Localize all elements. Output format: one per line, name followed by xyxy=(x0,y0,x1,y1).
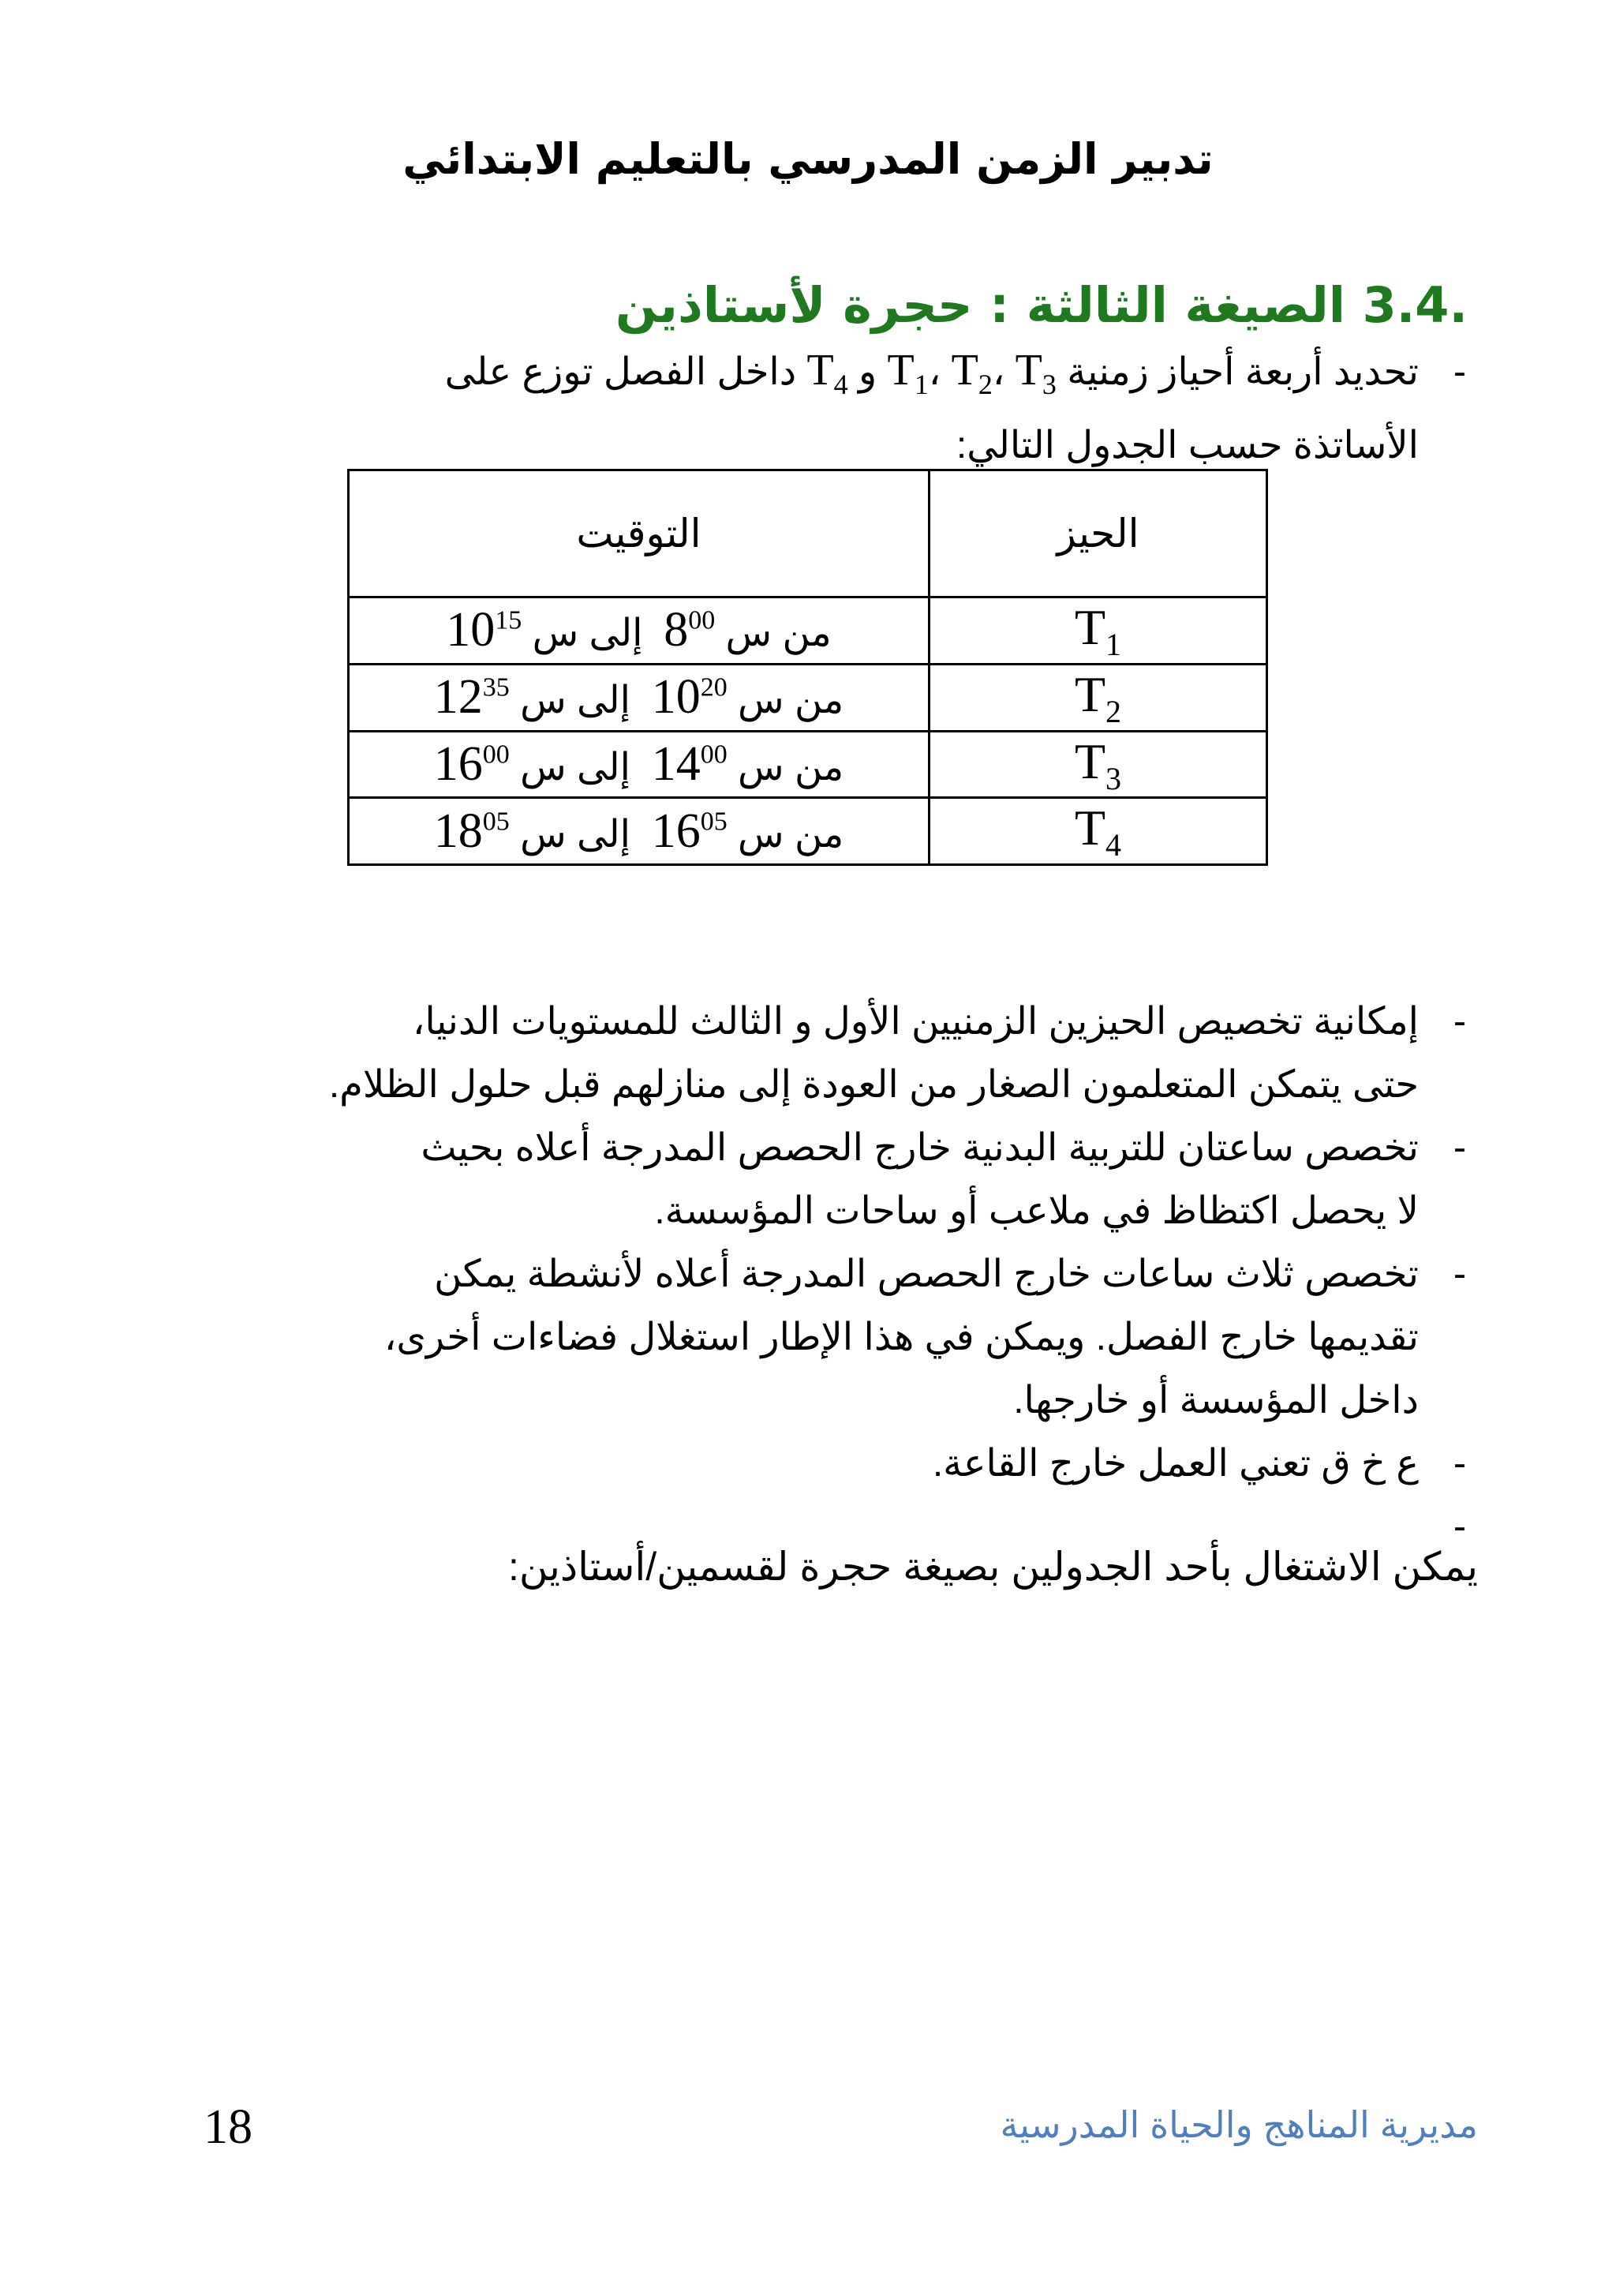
timing-cell: من س $8^{00}$ إلى س $10^{15}$ xyxy=(349,597,930,665)
note-item xyxy=(133,1117,1466,1243)
table-header-row xyxy=(349,470,1267,597)
note-line: -تخصص ساعتان للتربية البدنية خارج الحصص المدرجة أعلاه بحيث xyxy=(133,1117,1466,1180)
notes-list xyxy=(133,991,1466,1559)
zone-cell: $T_3$ xyxy=(930,731,1267,798)
note-line: لا يحصل اكتظاظ في ملاعب أو ساحات المؤسسة. xyxy=(654,1190,1419,1232)
bullet-dash: - xyxy=(1453,1253,1466,1295)
closing-sentence: يمكن الاشتغال بأحد الجدولين بصيغة حجرة لقسمين/أستاذين: xyxy=(508,1545,1478,1589)
bullet-dash: - xyxy=(1453,1443,1466,1485)
timing-cell: من س $14^{00}$ إلى س $16^{00}$ xyxy=(349,731,930,798)
zone-symbol-2: $T_2$ xyxy=(951,346,993,401)
zone-symbol-4: $T_4$ xyxy=(806,346,848,401)
table-row xyxy=(349,731,1267,798)
note-item xyxy=(133,1243,1466,1433)
table-row xyxy=(349,664,1267,731)
table-row xyxy=(349,597,1267,665)
intro-line-2: الأساتذة حسب الجدول التالي: xyxy=(956,425,1419,467)
table-row xyxy=(349,798,1267,865)
intro-conj: و xyxy=(858,351,877,393)
section-heading xyxy=(615,276,1468,334)
footer-label: مديرية المناهج والحياة المدرسية xyxy=(1000,2104,1478,2145)
intro-paragraph xyxy=(133,339,1466,477)
zone-symbol-3: $T_3$ xyxy=(1015,346,1057,401)
note-line: داخل المؤسسة أو خارجها. xyxy=(1013,1380,1419,1421)
intro-text-before: تحديد أربعة أحياز زمنية xyxy=(1067,351,1419,393)
bullet-dash: - xyxy=(1453,1127,1466,1169)
zone-cell: $T_2$ xyxy=(930,664,1267,731)
section-number: 3.4. xyxy=(1362,276,1468,334)
zone-cell: $T_4$ xyxy=(930,798,1267,865)
note-line: -إمكانية تخصيص الحيزين الزمنيين الأول و الثالث للمستويات الدنيا، xyxy=(133,991,1466,1054)
note-line: -ع خ ق تعني العمل خارج القاعة. xyxy=(133,1433,1466,1496)
note-item xyxy=(133,991,1466,1117)
page-header: تدبير الزمن المدرسي بالتعليم الابتدائي xyxy=(402,134,1214,184)
intro-text-after: داخل الفصل توزع على xyxy=(444,351,797,393)
timetable xyxy=(347,469,1268,866)
page-number: 18 xyxy=(204,2100,252,2154)
section-title: الصيغة الثالثة : حجرة لأستاذين xyxy=(615,276,1346,334)
note-item xyxy=(133,1433,1466,1496)
note-line: حتى يتمكن المتعلمون الصغار من العودة إلى منازلهم قبل حلول الظلام. xyxy=(328,1064,1419,1106)
header-timing: التوقيت xyxy=(349,470,930,597)
timing-cell: من س $10^{20}$ إلى س $12^{35}$ xyxy=(349,664,930,731)
bullet-dash: - xyxy=(1453,1506,1466,1548)
bullet-dash: - xyxy=(1453,1001,1466,1043)
note-line: -تخصص ثلاث ساعات خارج الحصص المدرجة أعلاه لأنشطة يمكن xyxy=(133,1243,1466,1306)
note-line: تقديمها خارج الفصل. ويمكن في هذا الإطار استغلال فضاءات أخرى، xyxy=(383,1317,1419,1358)
zone-symbol-1: $T_1$ xyxy=(887,346,929,401)
header-zone: الحيز xyxy=(930,470,1267,597)
intro-line-1: -تحديد أربعة أحياز زمنية $T_1،$ $T_2،$ $T_3$ و $T_4$ داخل الفصل توزع على xyxy=(133,339,1466,415)
zone-cell: $T_1$ xyxy=(930,597,1267,665)
bullet-dash: - xyxy=(1453,351,1466,393)
timing-cell: من س $16^{05}$ إلى س $18^{05}$ xyxy=(349,798,930,865)
